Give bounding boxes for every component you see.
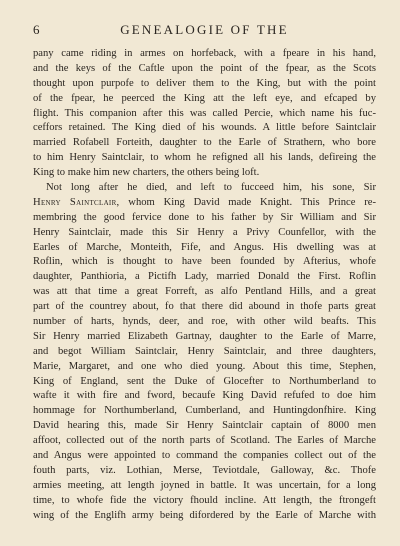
person-name-smallcaps: Henry Saintclair, (33, 196, 120, 208)
text-line: married Rofabell Forteith, daughter to the Earle of Strathern, who bore (33, 137, 376, 149)
text-line: and begot William Saintclair, Henry Saintclair, and three daughters, (33, 345, 376, 357)
text-line: number of harts, hynds, deer, and roe, with other wild beafts. This (33, 316, 376, 328)
text-line: was att that time a great Forreft, as alfo Pentland Hills, and a great (33, 286, 376, 298)
text-line: membring the good fervice done to his father by Sir William and Sir (33, 211, 376, 223)
text-line: wafte it with fire and fword, becaufe King David refufed to doe him (33, 390, 376, 402)
body-text (33, 47, 376, 524)
text-line: thought upon purpofe to deliver them to the King, but with the point (33, 77, 376, 89)
paragraph-opening-line: Not long after he died, and left to fucceed him, his sone, Sir (46, 182, 376, 194)
text-line: hommage for Northumberland, Cumberland, and Huntingdonfhire. King (33, 405, 376, 417)
text-line: part of the countrey about, fo that there did abound in thofe parts great (33, 301, 376, 313)
page-number: 6 (33, 22, 40, 37)
running-head (33, 22, 376, 40)
text-line: armies meeting, att length joyned in battle. It was uncertain, for a long (33, 479, 376, 491)
text-line: to him Henry Saintclair, to whom he refigned all his lands, defireing the (33, 152, 376, 164)
text-line: fouth parts, viz. Lothian, Merse, Teviotdale, Galloway, &c. Thofe (33, 464, 376, 476)
text-line: Sir Henry married Elizabeth Gartnay, daughter to the Earle of Marre, (33, 330, 376, 342)
text-line: King to make him new charters, the others being loft. (33, 167, 260, 179)
text-line: affoot, collected out of the north parts of Scotland. The Earles of Marche (33, 435, 376, 447)
text-line: flight. This companion after this was called Percie, which name his fuc- (33, 107, 376, 119)
text-line: Earles of Marche, Monteith, Fife, and Angus. His dwelling was at (33, 241, 376, 253)
text-fragment: whom King David made Knight. This Prince re- (119, 196, 376, 208)
text-line: Henry Saintclair, made this Sir Henry a Privy Counfellor, with the (33, 226, 376, 238)
text-line: and Angus were appointed to command the companies collect out of the (33, 450, 376, 462)
text-line: and the keys of the Caftle upon the point of the fpear, as the Scots (33, 62, 376, 74)
running-title: GENEALOGIE OF THE (120, 22, 289, 37)
text-line: King of England, sent the Duke of Glocefter to Northumberland to (33, 375, 376, 387)
text-line: Marie, Margaret, and one who died young. About this time, Stephen, (33, 360, 376, 372)
text-line: Roflin, which is thought to have been founded by Afterius, whofe (33, 256, 376, 268)
text-line-with-name (33, 196, 376, 211)
text-line: ceffors retained. The King died of his wounds. A little before Saintclair (33, 122, 376, 134)
text-line: daughter, Panthioria, a Pictifh Lady, married Donald the First. Roflin (33, 271, 376, 283)
text-line: of the fpear, he peerced the King att the left eye, and efcaped by (33, 92, 376, 104)
text-line: pany came riding in armes on horfeback, with a fpeare in his hand, (33, 48, 376, 59)
text-line: time, to whofe fide the victory fhould incline. Att length, the ftrongeft (33, 494, 376, 506)
text-line: wing of the Englifh army being difordered by the Earle of Marche with (33, 509, 376, 521)
text-line: David hearing this, made Sir Henry Saintclair captain of 8000 men (33, 420, 376, 432)
